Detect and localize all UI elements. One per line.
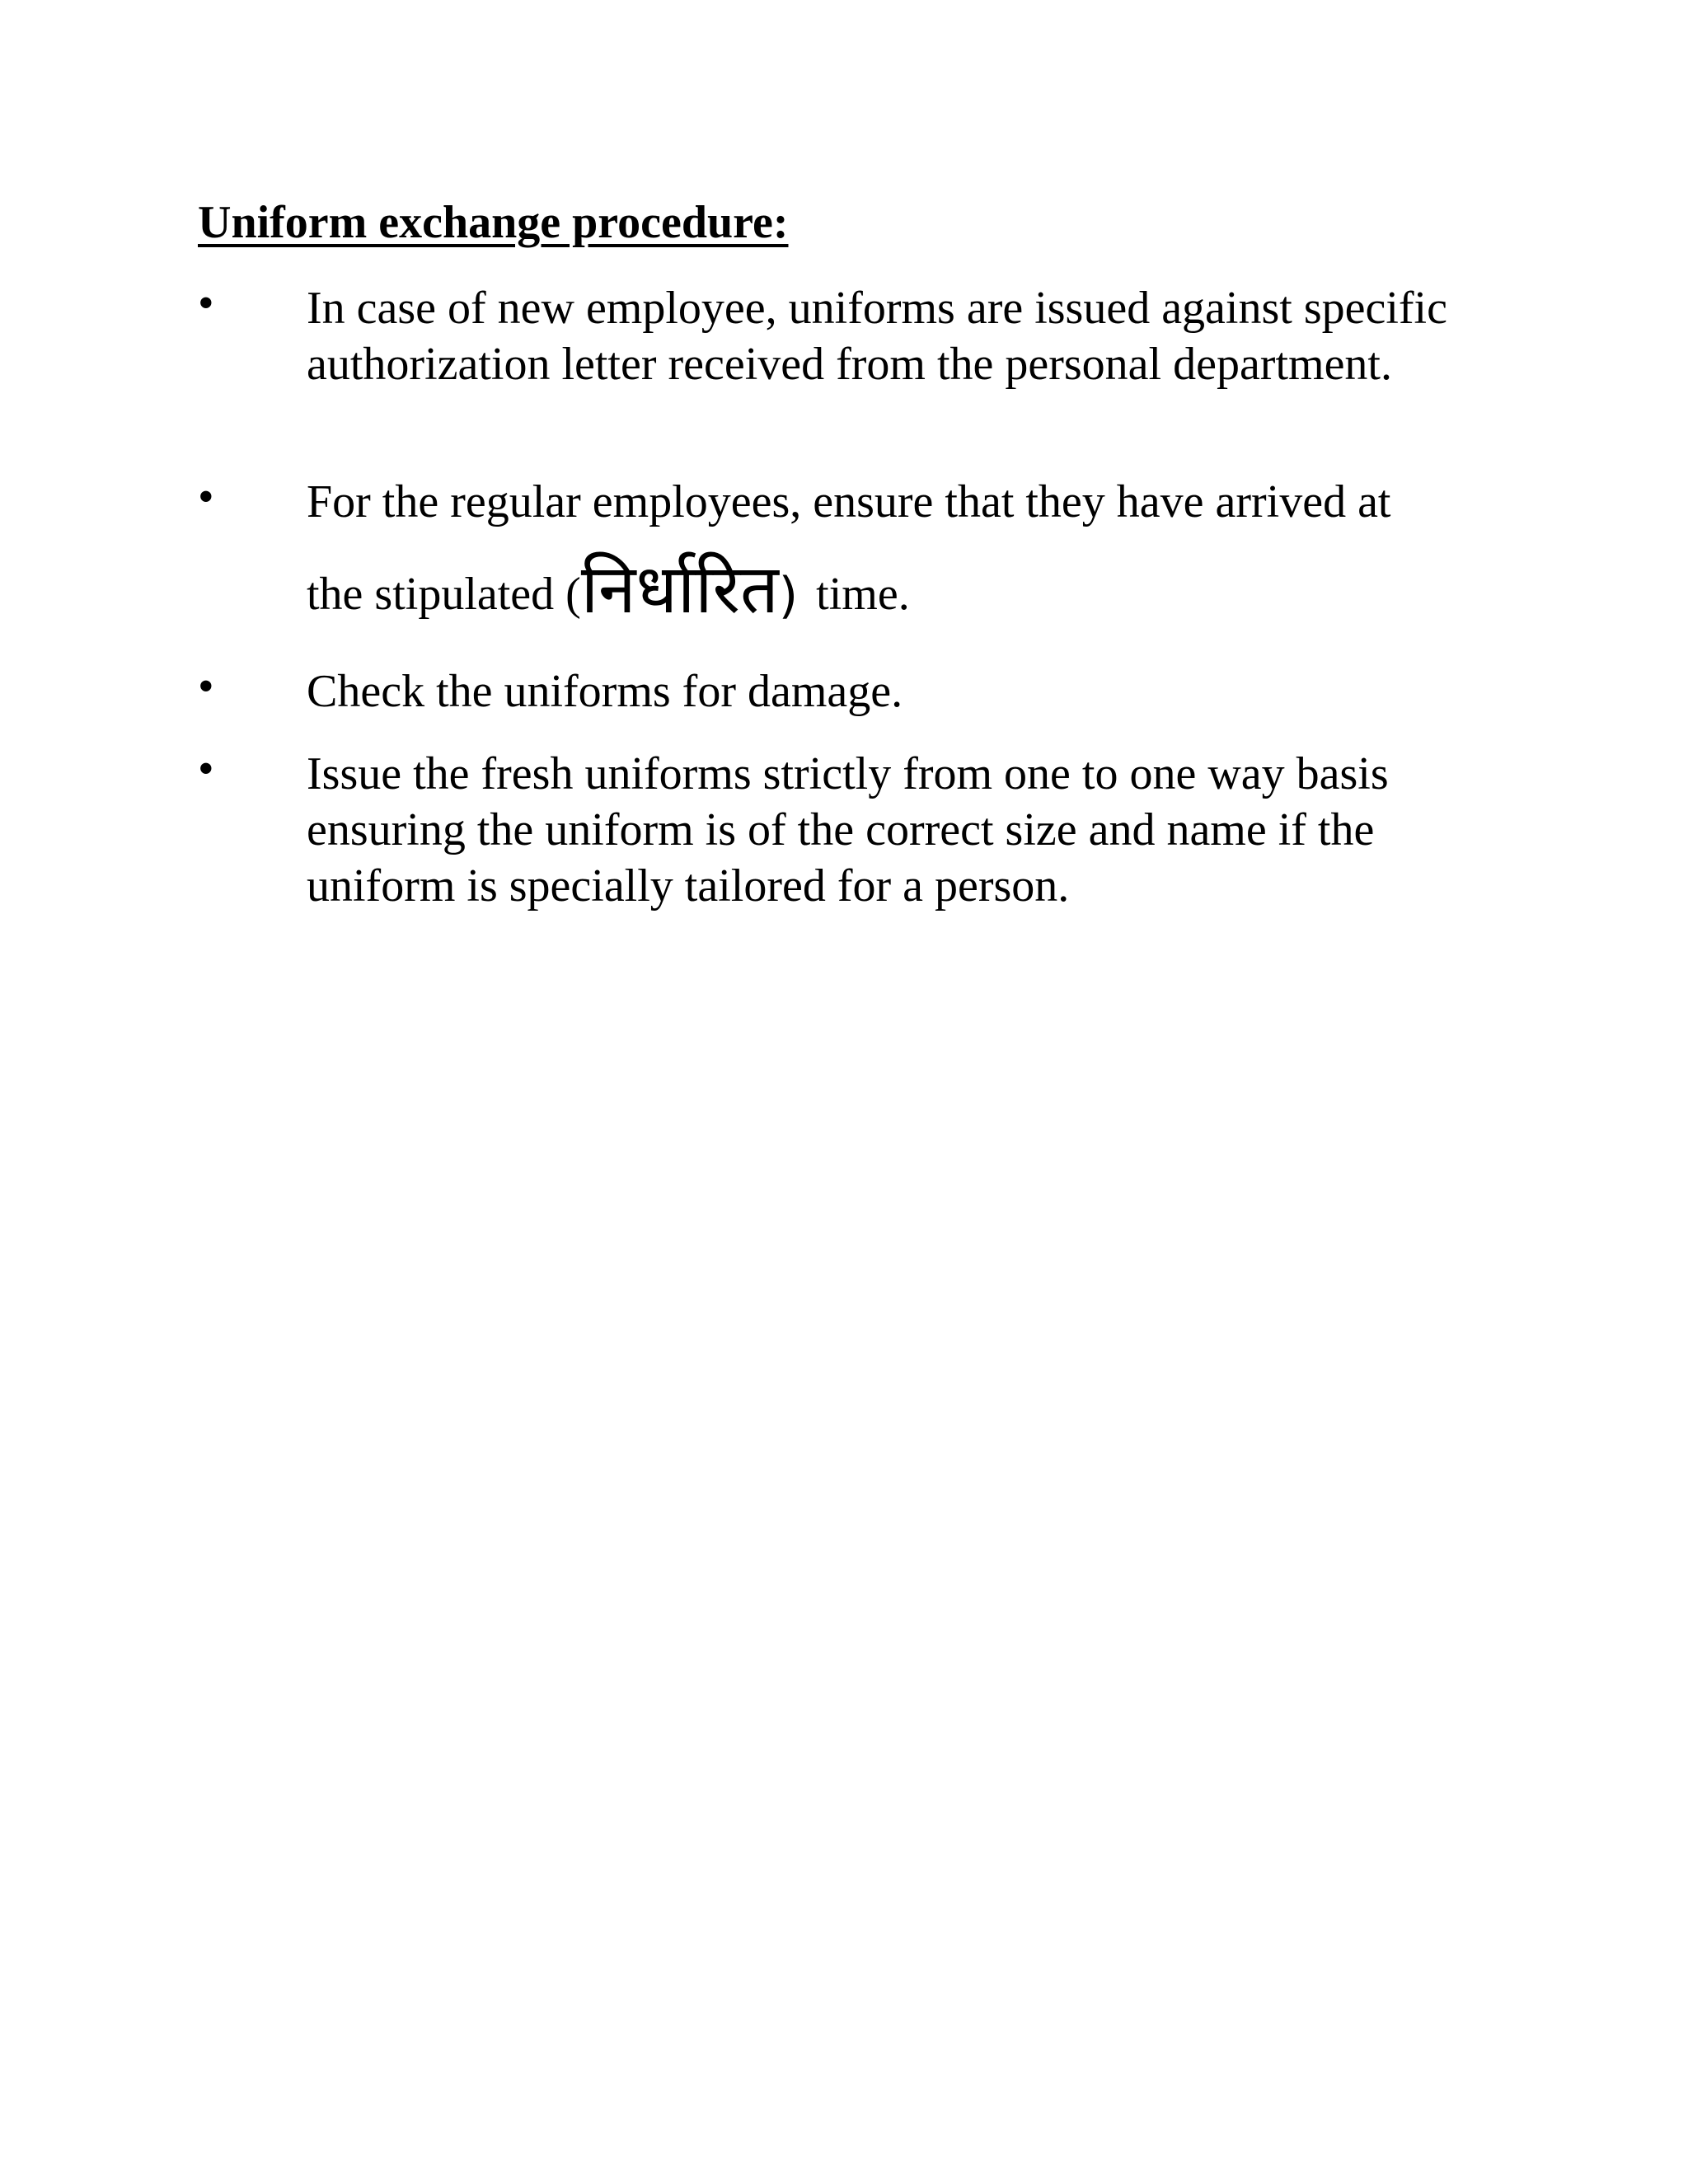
list-item-line [307, 551, 910, 629]
list-item-new-employee: In case of new employee, uniforms are issued against specific authorization letter received from the personal department. [307, 283, 1447, 390]
list-item-text: time. [816, 569, 910, 620]
bullet-marker: • [198, 743, 214, 794]
list-item-text: the stipulated ( [307, 569, 581, 620]
bullet-marker: • [198, 278, 214, 329]
section-heading: Uniform exchange procedure: [198, 197, 789, 248]
closing-parenthesis: ) [778, 567, 799, 625]
bullet-marker: • [198, 471, 214, 523]
list-item-check-damage: Check the uniforms for damage. [307, 666, 903, 717]
list-item-issue-fresh-uniforms: Issue the fresh uniforms strictly from one to one way basis ensuring the uniform is of the correct size and name if the uniform is specially tailored for a person. [307, 748, 1389, 912]
bullet-marker: • [198, 661, 214, 712]
hindi-word: निर्धारित [580, 551, 779, 629]
list-item-regular-employees [307, 474, 1493, 629]
list-item-line: For the regular employees, ensure that they have arrived at [307, 476, 1391, 527]
